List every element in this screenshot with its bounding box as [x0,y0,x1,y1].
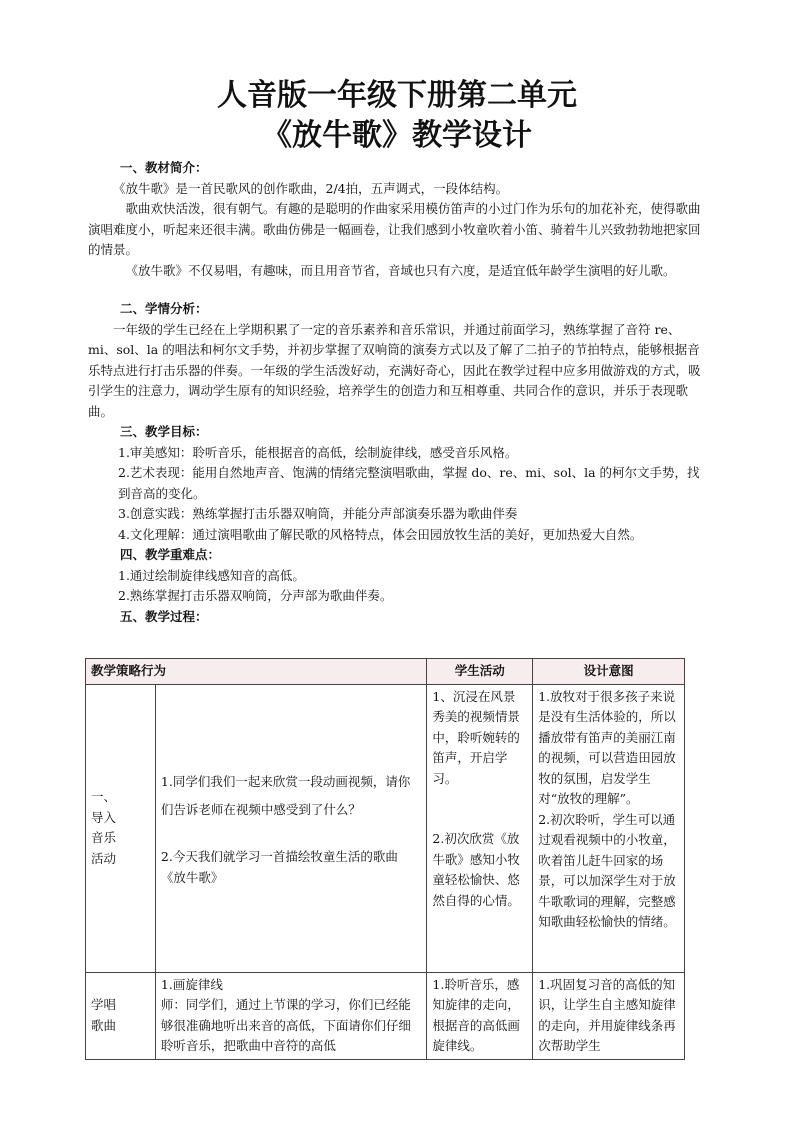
section-heading-4: 四、教学重难点： [120,547,221,562]
section1-paragraph-3: 《放牛歌》不仅易唱，有趣味，而且用音节省，音域也只有六度，是适宜低年龄学生演唱的好儿歌。 [125,262,676,278]
student-text: 2.初次欣赏《放牛歌》感知小牧童轻松愉快、悠然自得的心情。 [432,831,520,908]
stage-label: 一、 [91,789,117,804]
goal-item-2: 2.艺术表现：能用自然地声音、饱满的情绪完整演唱歌曲，掌握 do、re、mi、sol、la 的柯尔文手势，找到音高的变化。 [118,465,700,501]
doc-body [88,158,708,627]
student-text: 1.聆听音乐，感知旋律的走向，根据音的高低画旋律线。 [432,976,520,1053]
header-student: 学生活动 [427,659,533,685]
header-intent: 设计意图 [533,659,685,685]
stage-label: 音乐 [91,830,117,845]
intent-text: 2.初次聆听，学生可以通过观看视频中的小牧童，吹着笛儿赶牛回家的场景，可以加深学生对于放牛歌歌词的理解，完整感知歌曲轻松愉快的情绪。 [538,811,676,929]
table-row [86,684,685,972]
intent-cell [533,684,685,972]
keypoint-item-2: 2.熟练掌握打击乐器双响筒，分声部为歌曲伴奏。 [118,588,393,603]
strategy-text: 师：同学们，通过上节课的学习，你们已经能够很准确地听出来音的高低，下面请你们仔细聆听音乐，把歌曲中音符的高低 [160,997,411,1053]
stage-label: 学唱 [91,997,117,1012]
table-header-row [86,659,685,685]
section-heading-3: 三、教学目标： [120,424,208,439]
strategy-cell [155,684,426,972]
stage-label: 歌曲 [91,1017,117,1033]
student-text: 1、沉浸在风景秀美的视频情景中，聆听婉转的笛声，开启学习。 [432,688,520,786]
stage-cell [86,972,156,1059]
section-heading-1: 一、教材简介： [120,160,208,175]
doc-title-line2: 《放牛歌》教学设计 [262,118,532,153]
section-heading-5: 五、教学过程： [120,608,208,624]
goal-item-3: 3.创意实践：熟练掌握打击乐器双响筒，并能分声部演奏乐器为歌曲伴奏 [118,506,518,521]
section-heading-2: 二、学情分析： [120,301,208,316]
strategy-text: 1.画旋律线 [160,976,223,992]
keypoint-item-1: 1.通过绘制旋律线感知音的高低。 [118,567,305,583]
stage-label: 活动 [91,850,117,866]
intent-text: 1.放牧对于很多孩子来说是没有生活体验的，所以播放带有笛声的美丽江南的视频，可以营造田园放牧的氛围，启发学生对“放牧的理解”。 [538,688,676,806]
intent-text: 1.巩固复习音的高低的知识，让学生自主感知旋律的走向，并用旋律线条再次帮助学生 [538,976,676,1053]
strategy-text: 1.同学们我们一起来欣赏一段动画视频，请你们告诉老师在视频中感受到了什么？ [160,774,411,817]
goal-item-1: 1.审美感知：聆听音乐，能根据音的高低，绘制旋律线，感受音乐风格。 [118,444,518,460]
section1-paragraph-1: 《放牛歌》是一首民歌风的创作歌曲，2/4拍，五声调式，一段体结构。 [113,180,509,196]
student-cell [427,972,533,1059]
student-cell [427,684,533,972]
section1-paragraph-2: 歌曲欢快活泼，很有朝气。有趣的是聪明的作曲家采用模仿笛声的小过门作为乐句的加花补充，使得歌曲演唱难度小，听起来还很丰满。歌曲仿佛是一幅画卷，让我们感到小牧童吹着小笛、骑着牛儿兴致勃勃地把家回的情景。 [88,201,701,257]
header-strategy: 教学策略行为 [86,659,427,685]
doc-title-line1: 人音版一年级下册第二单元 [217,78,577,113]
goal-item-4: 4.文化理解：通过演唱歌曲了解民歌的风格特点，体会田园放牧生活的美好，更加热爱大自然。 [118,526,643,542]
stage-cell [86,684,156,972]
teaching-process-table [85,658,685,1060]
strategy-cell [155,972,426,1059]
intent-cell [533,972,685,1059]
section2-paragraph-1: 一年级的学生已经在上学期积累了一定的音乐素养和音乐常识，并通过前面学习，熟练掌握了音符 re、mi、sol、la 的唱法和柯尔文手势，并初步掌握了双响筒的演奏方式以及了解了二拍子的节拍特点，能够根据音乐特点进行打击乐器的伴奏。一年级的学生活泼好动，充满好奇心，因此在教学过程中应多用做游戏的方式，吸引学生的注意力，调动学生原有的知识经验，培养学生的创造力和互相尊重、共同合作的意识，并乐于表现歌曲。 [88,321,701,419]
strategy-text: 2.今天我们就学习一首描绘牧童生活的歌曲《放牛歌》 [160,849,398,885]
table-row [86,972,685,1059]
stage-label: 导入 [91,809,117,825]
